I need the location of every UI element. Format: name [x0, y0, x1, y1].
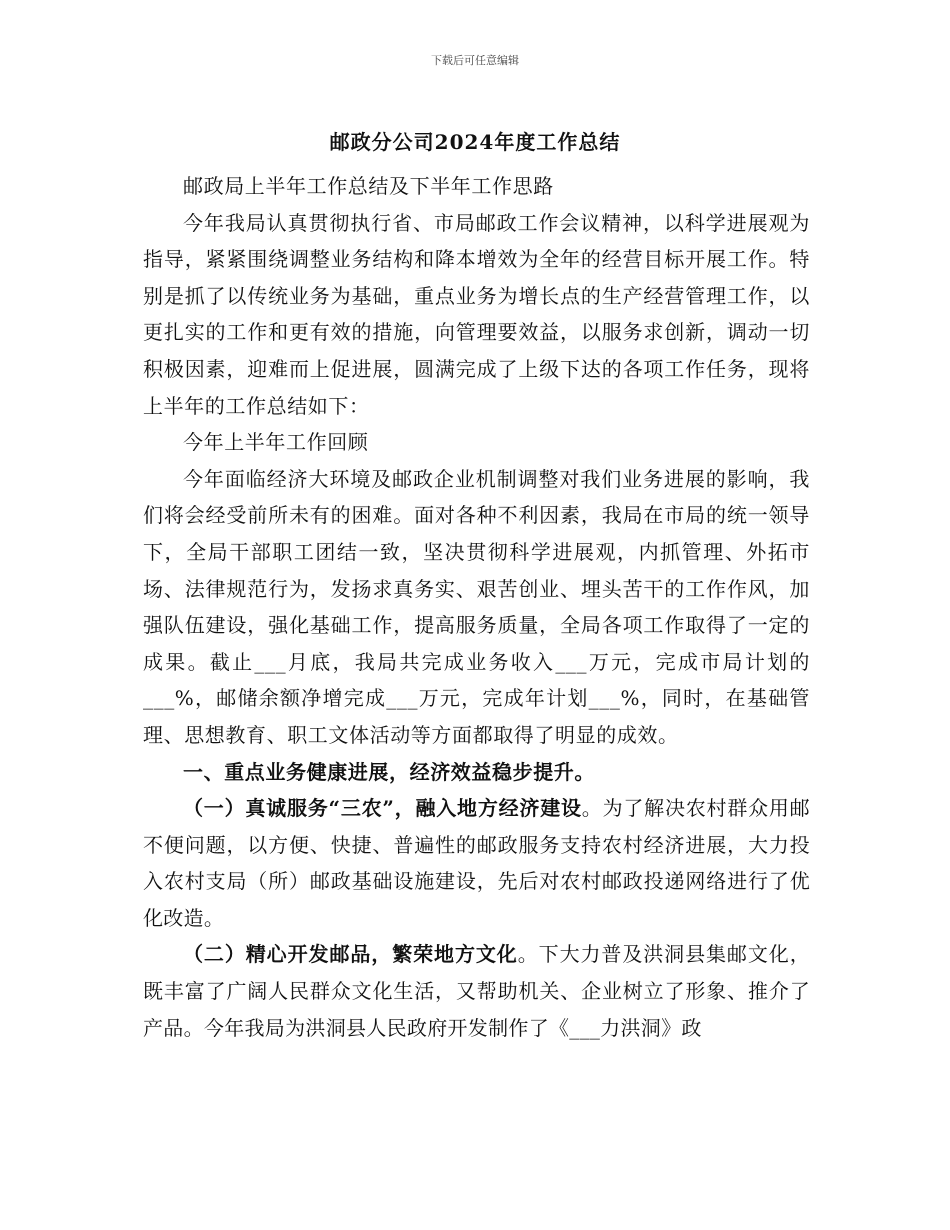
paragraph-subtitle: 邮政局上半年工作总结及下半年工作思路	[183, 174, 554, 198]
header-note: 下载后可任意编辑	[431, 54, 519, 67]
document-title: 邮政分公司2024年度工作总结	[329, 130, 621, 154]
section-1-heading: 一、重点业务健康进展，经济效益稳步提升。	[183, 759, 595, 784]
paragraph-intro: 今年我局认真贯彻执行省、市局邮政工作会议精神，以科学进展观为指导，紧紧围绕调整业务结构和降本增效为全年的经营目标开展工作。特别是抓了以传统业务为基础，重点业务为增长点的生产经营管理工作，以更扎实的工作和更有效的措施，向管理要效益，以服务求创新，调动一切积极因素，迎难而上促进展，圆满完成了上级下达的各项工作任务，现将上半年的工作总结如下：	[143, 210, 810, 418]
paragraph-review-heading: 今年上半年工作回顾	[183, 430, 369, 455]
subsection-1-heading: （一）真诚服务“三农”，融入地方经济建设	[183, 796, 582, 821]
subsection-1	[143, 790, 810, 936]
subsection-2	[143, 936, 810, 1046]
subsection-1-text: 。为了解决农村群众用邮不便问题，以方便、快捷、普遍性的邮政服务支持农村经济进展，大力投入农村支局（所）邮政基础设施建设，先后对农村邮政投递网络进行了优化改造。	[143, 796, 810, 930]
subsection-2-heading: （二）精心开发邮品，繁荣地方文化	[183, 942, 518, 967]
document-body	[143, 168, 810, 1046]
paragraph-review: 今年面临经济大环境及邮政企业机制调整对我们业务进展的影响，我们将会经受前所未有的困难。面对各种不利因素，我局在市局的统一领导下，全局干部职工团结一致，坚决贯彻科学进展观，内抓管理、外拓市场、法律规范行为，发扬求真务实、艰苦创业、埋头苦干的工作作风，加强队伍建设，强化基础工作，提高服务质量，全局各项工作取得了一定的成果。截止___月底，我局共完成业务收入___万元，完成市局计划的___%，邮储余额净增完成___万元，完成年计划___%，同时，在基础管理、思想教育、职工文体活动等方面都取得了明显的成效。	[143, 466, 810, 747]
subsection-2-text: 。下大力普及洪洞县集邮文化，既丰富了广阔人民群众文化生活，又帮助机关、企业树立了形象、推介了产品。今年我局为洪洞县人民政府开发制作了《___力洪洞》政	[143, 942, 810, 1040]
